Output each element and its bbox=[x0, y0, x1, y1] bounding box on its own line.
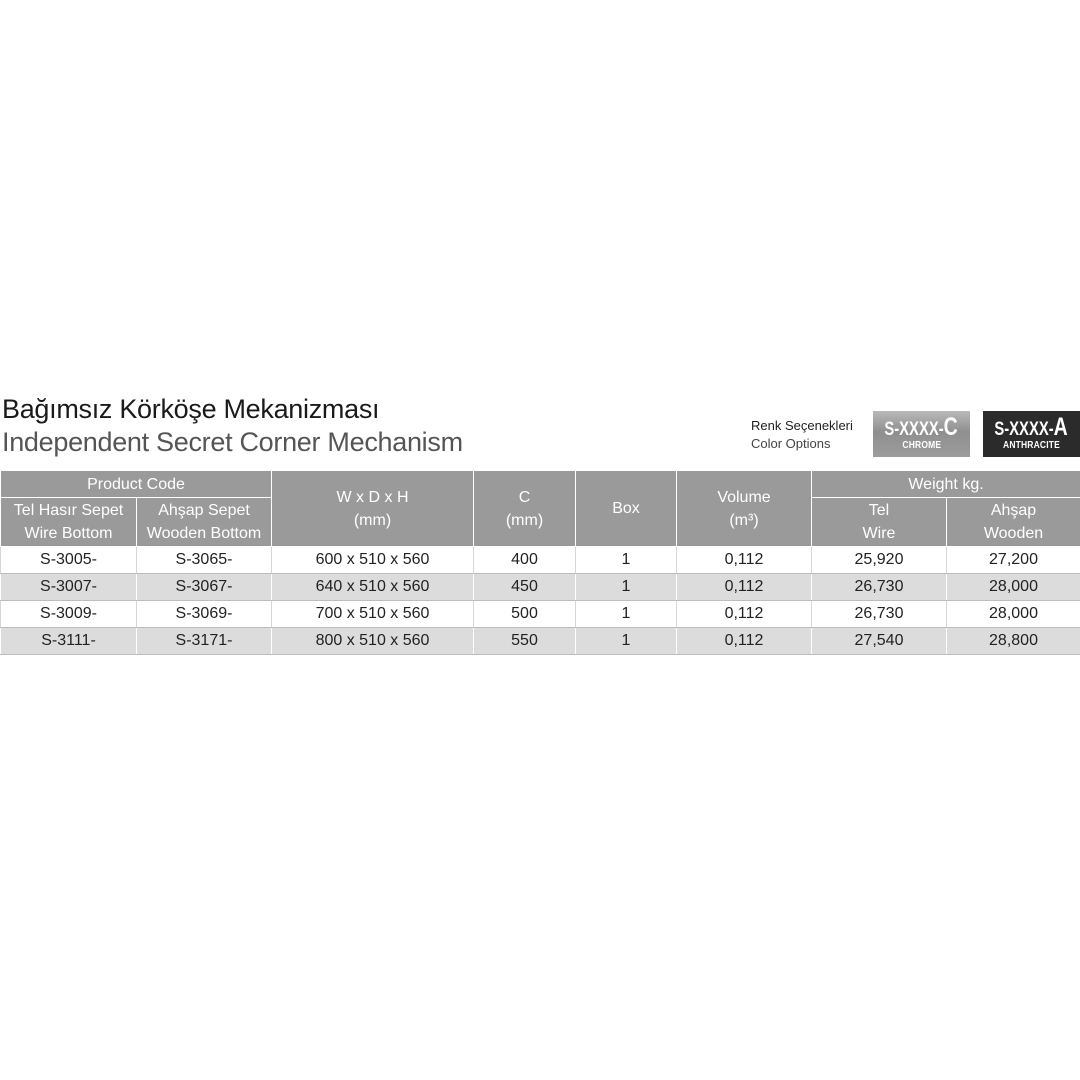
spec-table bbox=[0, 470, 1080, 655]
header-weight-wire: Tel Wire bbox=[812, 498, 947, 547]
header-box: Box bbox=[576, 471, 677, 547]
cell-box: 1 bbox=[576, 601, 677, 628]
cell-wire-code: S-3111- bbox=[1, 628, 137, 655]
cell-c: 550 bbox=[474, 628, 576, 655]
header-wire-bottom: Tel Hasır Sepet Wire Bottom bbox=[1, 498, 137, 547]
anthracite-name: ANTHRACITE bbox=[1003, 439, 1060, 451]
cell-c: 450 bbox=[474, 574, 576, 601]
cell-weight-wire: 26,730 bbox=[812, 574, 947, 601]
cell-dims: 800 x 510 x 560 bbox=[272, 628, 474, 655]
cell-dims: 600 x 510 x 560 bbox=[272, 547, 474, 574]
header-volume: Volume (m³) bbox=[677, 471, 812, 547]
table-row bbox=[1, 601, 1080, 628]
cell-wire-code: S-3005- bbox=[1, 547, 137, 574]
cell-weight-wood: 28,000 bbox=[947, 601, 1080, 628]
anthracite-color-swatch bbox=[983, 411, 1080, 457]
cell-volume: 0,112 bbox=[677, 601, 812, 628]
cell-volume: 0,112 bbox=[677, 628, 812, 655]
cell-wire-code: S-3007- bbox=[1, 574, 137, 601]
cell-c: 400 bbox=[474, 547, 576, 574]
table-row bbox=[1, 547, 1080, 574]
color-options-label-english: Color Options bbox=[751, 436, 831, 451]
header-weight: Weight kg. bbox=[812, 471, 1080, 498]
cell-wood-code: S-3067- bbox=[137, 574, 272, 601]
chrome-name: CHROME bbox=[902, 439, 941, 451]
header-c: C (mm) bbox=[474, 471, 576, 547]
cell-c: 500 bbox=[474, 601, 576, 628]
page-title-english: Independent Secret Corner Mechanism bbox=[2, 427, 463, 457]
cell-weight-wood: 27,200 bbox=[947, 547, 1080, 574]
chrome-code: S-XXXX-C bbox=[884, 412, 959, 441]
cell-dims: 700 x 510 x 560 bbox=[272, 601, 474, 628]
cell-weight-wood: 28,000 bbox=[947, 574, 1080, 601]
cell-volume: 0,112 bbox=[677, 547, 812, 574]
cell-weight-wood: 28,800 bbox=[947, 628, 1080, 655]
cell-wood-code: S-3171- bbox=[137, 628, 272, 655]
anthracite-code: S-XXXX-A bbox=[994, 412, 1069, 441]
cell-dims: 640 x 510 x 560 bbox=[272, 574, 474, 601]
cell-volume: 0,112 bbox=[677, 574, 812, 601]
table-row bbox=[1, 574, 1080, 601]
header-weight-wooden: Ahşap Wooden bbox=[947, 498, 1080, 547]
cell-weight-wire: 25,920 bbox=[812, 547, 947, 574]
table-row bbox=[1, 628, 1080, 655]
page-title-turkish: Bağımsız Körköşe Mekanizması bbox=[2, 394, 380, 424]
cell-box: 1 bbox=[576, 628, 677, 655]
header-wooden-bottom: Ahşap Sepet Wooden Bottom bbox=[137, 498, 272, 547]
color-options-label-turkish: Renk Seçenekleri bbox=[751, 418, 853, 433]
header-dimensions: W x D x H (mm) bbox=[272, 471, 474, 547]
cell-wire-code: S-3009- bbox=[1, 601, 137, 628]
cell-box: 1 bbox=[576, 574, 677, 601]
header-product-code: Product Code bbox=[1, 471, 272, 498]
cell-wood-code: S-3065- bbox=[137, 547, 272, 574]
cell-wood-code: S-3069- bbox=[137, 601, 272, 628]
cell-weight-wire: 27,540 bbox=[812, 628, 947, 655]
cell-box: 1 bbox=[576, 547, 677, 574]
chrome-color-swatch bbox=[873, 411, 970, 457]
cell-weight-wire: 26,730 bbox=[812, 601, 947, 628]
